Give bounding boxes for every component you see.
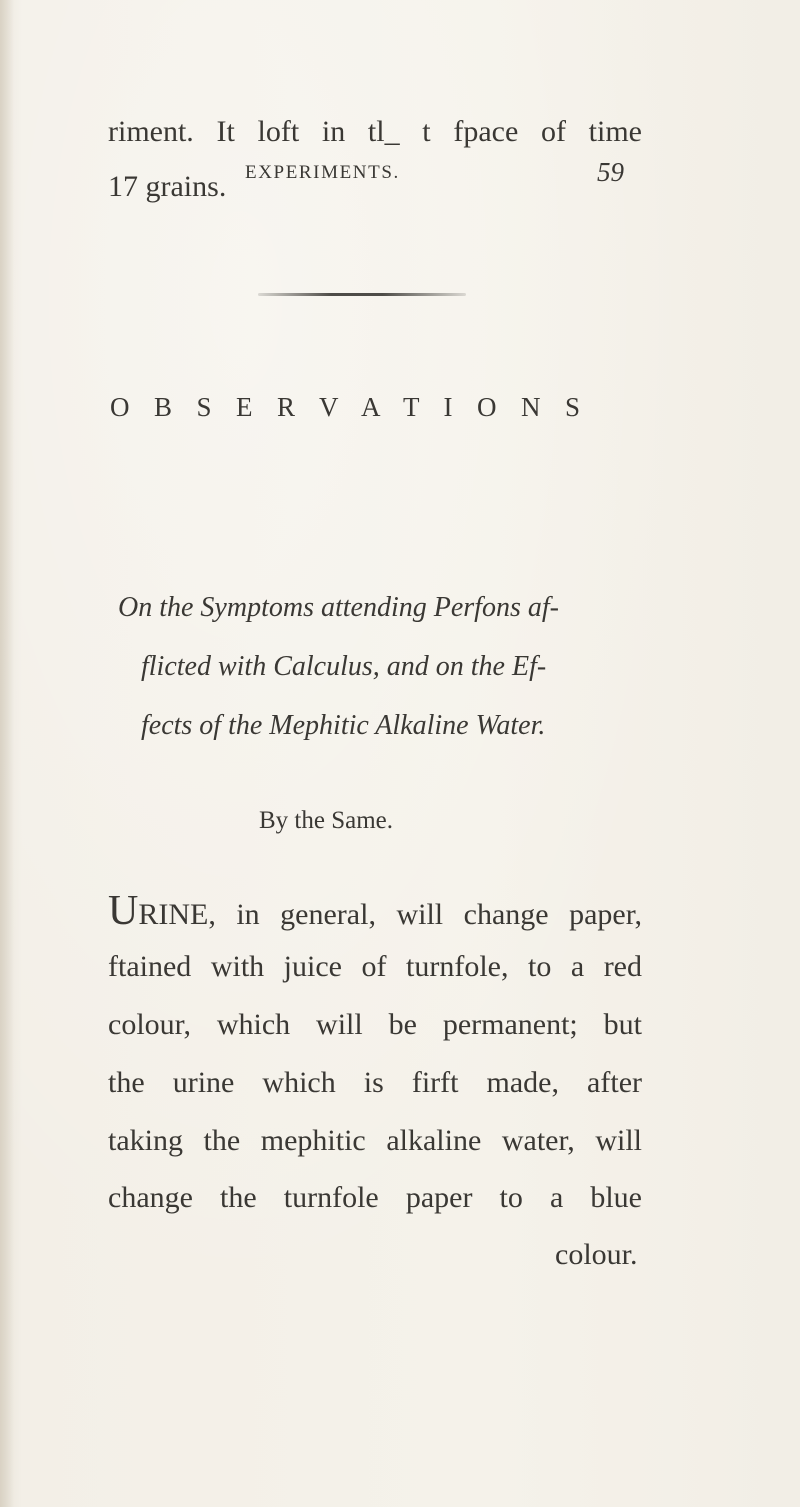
- body-line-7: colour.: [555, 1238, 638, 1271]
- byline: By the Same.: [259, 807, 394, 834]
- body-line-1: [108, 888, 642, 934]
- running-head: EXPERIMENTS.: [245, 162, 400, 183]
- page-number: 59: [597, 157, 624, 187]
- section-heading: O B S E R V A T I O N S: [110, 392, 580, 422]
- body-line-4: the urine which is firft made, after: [108, 1066, 642, 1099]
- subheading-line-2: flicted with Calculus, and on the Ef-: [141, 651, 547, 682]
- body-line-5: taking the mephitic alkaline water, will: [108, 1124, 642, 1157]
- body-line-3: colour, which will be permanent; but: [108, 1008, 642, 1041]
- body-line-2: ftained with juice of turnfole, to a red: [108, 950, 642, 983]
- body-line-6: change the turnfole paper to a blue: [108, 1181, 642, 1214]
- subheading-line-3: fects of the Mephitic Alkaline Water.: [141, 710, 546, 741]
- subheading-line-1: On the Symptoms attending Perfons af-: [118, 592, 559, 623]
- section-divider-rule: [258, 293, 466, 296]
- continuation-line-1: riment. It loft in tl_ t fpace of time: [108, 115, 642, 148]
- drop-capital: U: [108, 888, 139, 934]
- body-line-1-text: RINE, in general, will change paper,: [138, 898, 642, 931]
- page-gutter-shadow: [0, 0, 14, 1507]
- continuation-line-2: 17 grains.: [108, 170, 227, 203]
